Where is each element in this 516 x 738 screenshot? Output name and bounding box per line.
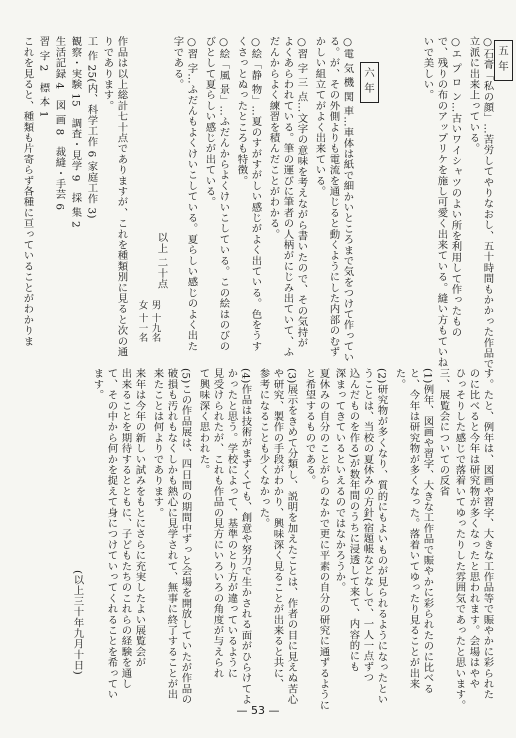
tally-row: 観察・実験 15 調査・見学 9 採 集 2 — [69, 36, 82, 228]
text-column: これを見ると、種類も片寄らず各種に亘っていることがわかりま — [21, 36, 34, 347]
tally-row: 生活記録 4 図 画 8 裁縫・手芸 6 — [53, 36, 66, 211]
section-heading: 三、展覧会についての反省 — [437, 368, 450, 497]
text-column: ○絵「風 景」…ふだんからよくけいこしている。この絵はのびの — [217, 36, 230, 352]
text-column: ます。 — [91, 368, 104, 401]
text-column: ○石膏「私の顔」…苦労してやりなおし、五十時間もかかった作品で — [481, 36, 494, 370]
text-column: や研究、製作の手段がわかり、興味深く見ることが出来ると共に、 — [271, 368, 284, 689]
female-count-label: 女 十一名 — [136, 300, 148, 343]
total-count-label: 以上 二十点 — [155, 232, 168, 290]
text-column: 込んだものを作る)が数年間のうちに浸透して来て、内容的にも — [347, 368, 360, 672]
tally-row: 習 字 2 標 本 1 — [37, 36, 50, 118]
text-column: 破損も汚れもなくしかも熱心に見学されて、無事に終了することが出 — [165, 368, 178, 700]
text-column: た。 — [393, 368, 406, 390]
text-column: 出来ることを期待するとともに、子どもたちのこれらの経験を通し — [119, 368, 132, 689]
text-column: ○電 気 機 関 車…車体は紙で細かいところまで気をつけて作ってい — [341, 36, 354, 363]
text-column: りであります。 — [101, 36, 114, 111]
male-count-label: 男 十九名 — [149, 300, 161, 343]
text-column: (2)研究物が多くなり、質的にもよいものが見られるようになったとい — [375, 368, 388, 705]
text-column: (3)展示をきめて分類し、説明を加えたことは、作者の目に見えぬ苦心 — [285, 368, 298, 705]
page-number: — 53 — — [236, 704, 280, 717]
text-column: て、その中から何かを捉えて身につけていってくれることを希ってい — [105, 368, 118, 700]
text-column: だんからよく練習を積んだことがわかる。 — [267, 36, 280, 240]
text-column: くさっとぬったところも特徴。 — [235, 36, 248, 186]
text-column: (5)この作品展は、四日間の期間中ずっと会場を開放していたが作品の — [179, 368, 192, 705]
text-column: のに比べると今年は研究物が多くなったと思われます。会場はやや — [467, 368, 480, 689]
text-column: かしい組立てがよく出来ている。 — [313, 36, 326, 197]
text-column: 深まってきているといえるのではなかろうか。 — [333, 368, 346, 593]
text-column: 来たことは何よりであります。 — [151, 368, 164, 518]
text-column: 夏休みの自分のことがらのなかで更に平素の自分の研究に通ずるように — [317, 368, 330, 711]
text-column: ○習 字 三 点…文字の意味を考えながら書いたので、その気持が — [295, 36, 308, 348]
text-column: ○エ プ ロ ン…古いワイシャツのよい所を利用して作ったもの — [449, 36, 462, 338]
text-column: と希望するものである。 — [303, 368, 316, 486]
text-column: ○絵「静 物」…夏のすがすがしい感じがよく出ている。色をうす — [249, 36, 262, 352]
text-column: (1)例年、図画や習字、大きな工作品で賑やかに彩られたのに比べる — [421, 368, 434, 694]
text-column: よくあらわれている。筆の運びに筆者の人柄がにじみ出ていて、ふ — [281, 36, 294, 357]
tally-row: 工 作 25(内、科学工作 6 家庭工作 3) — [85, 36, 98, 219]
text-column: と、今年は研究物が多くなった。落着いてゆったり見ることが出来 — [407, 368, 420, 689]
date-note: (以上三十年九月十日) — [71, 570, 84, 676]
text-column: 作品は以上総計七十点でありますが、これを種類別に見ると次の通 — [115, 36, 128, 357]
section-header-grade5: 五年 — [494, 40, 513, 81]
text-column: (4)作品は技術がまずくても、創意や努力で生かされる面がひらけてよ — [239, 368, 252, 705]
text-column: る。が、その外側よりも電流を通じると動くようにした内部のむず — [327, 36, 340, 357]
text-column: 見受けられたが、これも作品の見方にいろいろの角度が与えられ — [211, 368, 224, 679]
text-column: ひっそりした感じで落着いてゆったりした雰囲気であったと思います。 — [453, 368, 466, 711]
text-column: ○習 字…ふだんもよくけいこしている。夏らしい感じのよく出た — [185, 36, 198, 352]
section-header-grade6: 六年 — [360, 62, 379, 103]
text-column: いで美しい。 — [421, 36, 434, 101]
text-column: かったと思う。学校によって、基準のとり方が違っているように — [225, 368, 238, 679]
text-column: 立派に出来上っている。 — [467, 36, 480, 154]
text-column: て興味深く思われた。 — [197, 368, 210, 475]
text-column: 参考になることも少くなかった。 — [257, 368, 270, 529]
text-column: す。たと、例年は、図画や習字、大きな工作品等で賑やかに彩られた — [481, 368, 494, 700]
text-column: 来年は今年の新しい試みをもとにさらに充実したよい展覧会が — [133, 368, 146, 668]
text-column: 字である。 — [171, 36, 184, 90]
text-column: うことは、当校の夏休みの方針(宿題帳などなしで、一人一点ずつ — [361, 368, 374, 683]
text-column: で、残りの布のアップリケを施し可愛く出来ている。縫い方もていね — [435, 36, 448, 368]
text-column: びとして夏らしい感じが出ている。 — [203, 36, 216, 208]
